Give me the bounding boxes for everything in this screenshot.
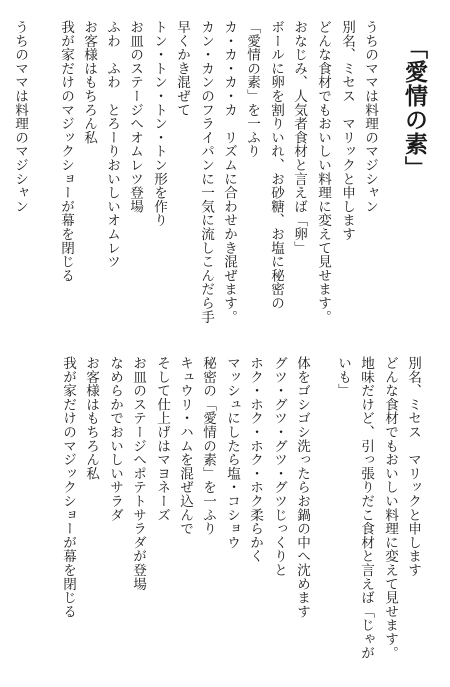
poem-line: 早くかき混ぜて [174, 20, 190, 117]
poem-line: おなじみ、人気者食材と言えば「卵」 [291, 20, 307, 255]
poem-line: カ・カ・カ・カ リズムに合わせかき混ぜます。 [221, 20, 237, 324]
poem-line: 秘密の「愛情の素」を一ふり [200, 356, 216, 536]
poem-line: お客様はもちろん私 [81, 20, 97, 145]
poem-line: お皿のステージへポテトサラダが登場 [130, 356, 146, 591]
poem-line: グツ・グツ・グツ・グツじっくりと [271, 356, 287, 577]
poem-line: ふわ ふわ とろーりおいしいオムレツ [104, 20, 120, 269]
poem-line: ホク・ホク・ホク・ホク柔らかく [247, 356, 263, 563]
poem-line: お皿のステージへオムレツ登場 [127, 20, 143, 214]
poem-line: カン・カンのフライパンに一気に流しこんだら手 [198, 20, 214, 324]
poem-title: 「愛情の素」 [401, 36, 428, 180]
poem-line: 我が家だけのマジックショーが幕を閉じる [58, 20, 74, 283]
poem-line: 別名、ミセス マリックと申します [405, 356, 421, 577]
poem-line: なめらかでおいしいサラダ [107, 356, 123, 522]
poem-line: いも」 [335, 356, 351, 398]
poem-line: うちのママは料理のマジシャン [362, 20, 378, 214]
poem-line: お客様はもちろん私 [83, 356, 99, 481]
poem-line: キュウリ・ハムを混ぜ込んで [177, 356, 193, 536]
poem-line: 体をゴシゴシ洗ったらお鍋の中へ沈めます [294, 356, 310, 619]
poem-line: ボールに卵を割りいれ、お砂糖、お塩に秘密の [268, 20, 284, 310]
poem-line: どんな食材でもおいしい料理に変えて見せます。 [382, 356, 398, 660]
poem-line: マッシュにしたら塩・コショウ [224, 356, 240, 550]
poem-line: 別名、ミセス マリックと申します [339, 20, 355, 241]
poem-line: 地味だけど、引っ張りだこ食材と言えば「じゃが [358, 356, 374, 660]
poem-line: うちのママは料理のマジシャン [12, 20, 28, 214]
poem-line: そして仕上げはマヨネーズ [154, 356, 170, 522]
poem-line: トン・トン・トン・トン形を作り [151, 20, 167, 227]
poem-line: 我が家だけのマジックショーが幕を閉じる [60, 356, 76, 619]
poem-line: 「愛情の素」を一ふり [244, 20, 260, 158]
poem-line: どんな食材でもおいしい料理に変えて見せます。 [315, 20, 331, 324]
